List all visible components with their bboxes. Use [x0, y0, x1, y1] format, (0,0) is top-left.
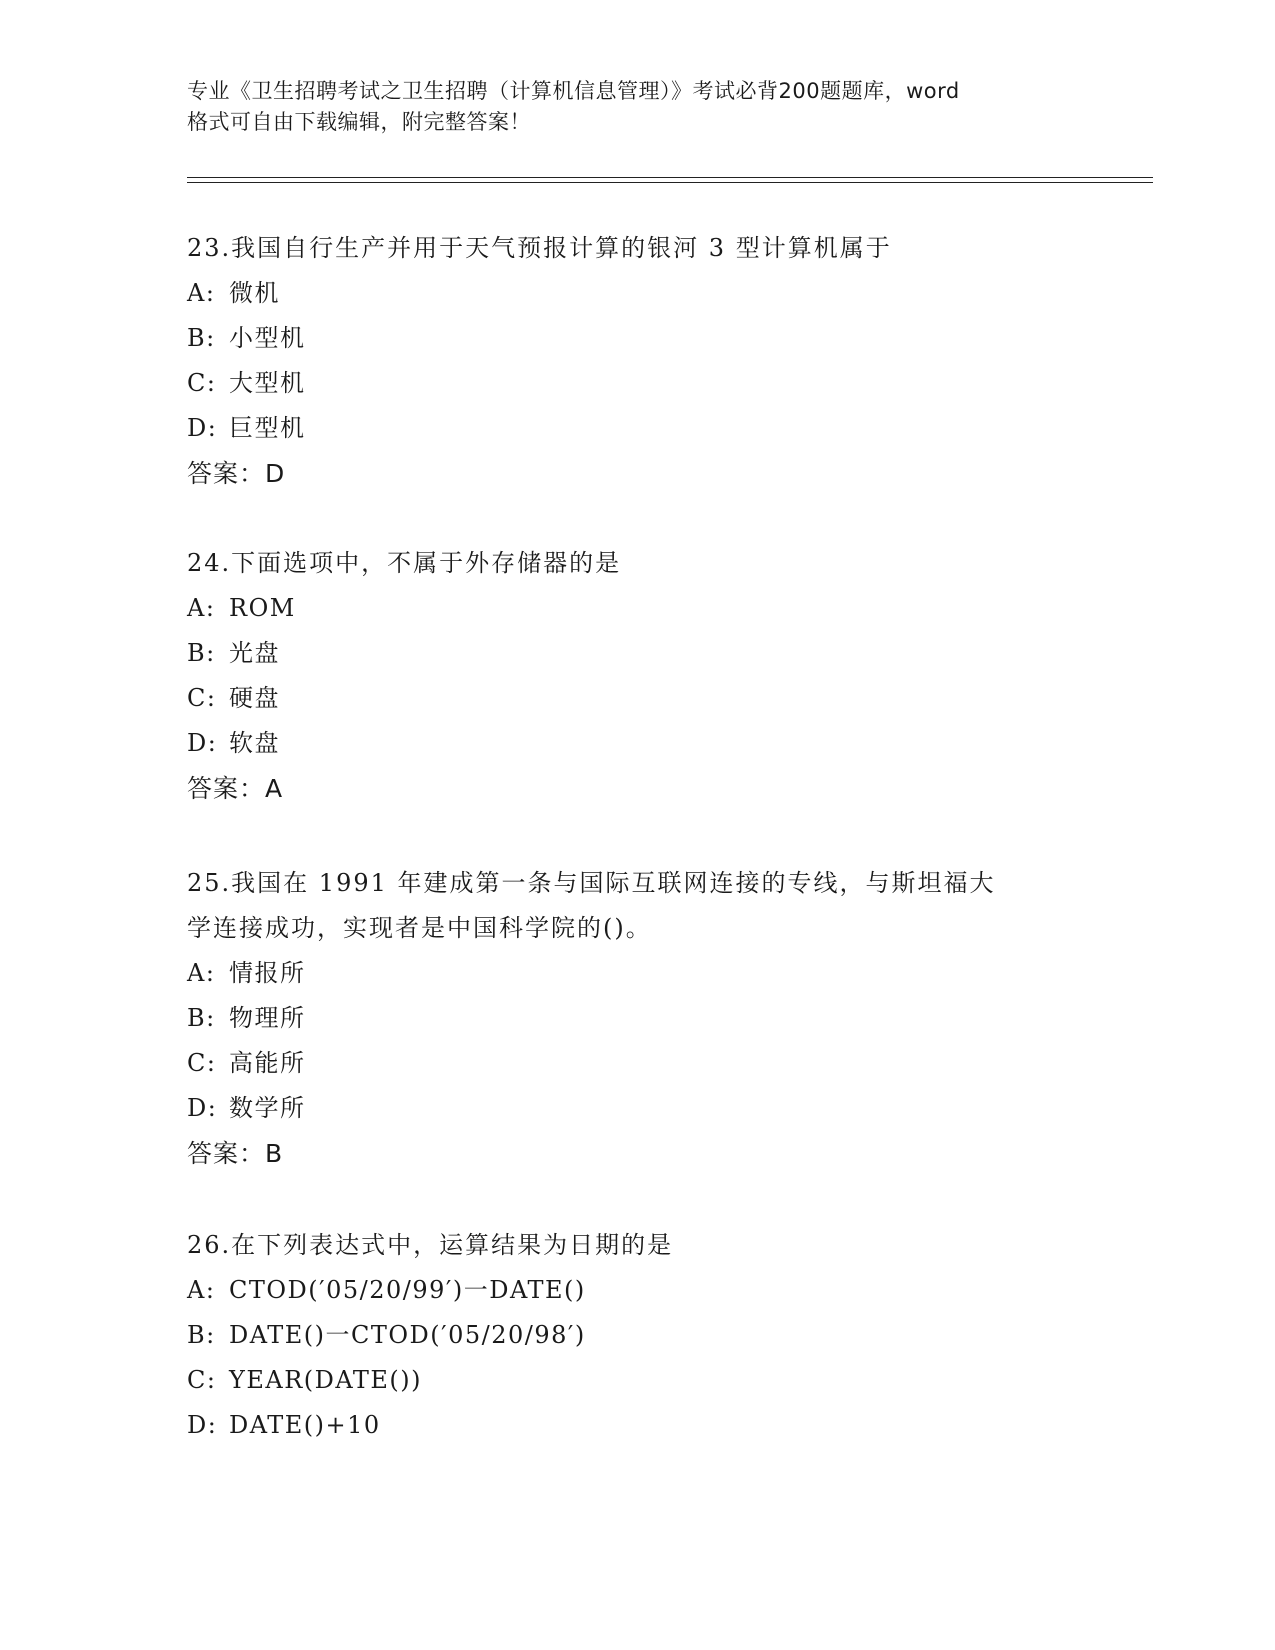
- option-key: D:: [187, 729, 218, 757]
- option-a: [187, 1268, 1067, 1313]
- header-line-1: 专业《卫生招聘考试之卫生招聘（计算机信息管理）》考试必背200题题库，word: [187, 79, 960, 103]
- question-stem: 26.在下列表达式中，运算结果为日期的是: [187, 1231, 674, 1259]
- option-key: A:: [187, 594, 216, 622]
- document-header: [187, 76, 1087, 138]
- option-key: C:: [187, 1366, 217, 1394]
- option-key: A:: [187, 1276, 216, 1304]
- option-text: 高能所: [229, 1049, 306, 1077]
- option-text: ROM: [229, 594, 296, 622]
- option-text: CTOD(′05/20/99′)一DATE(): [229, 1276, 586, 1304]
- header-line-2: 格式可自由下载编辑，附完整答案！: [187, 110, 531, 134]
- option-c: [187, 676, 1067, 721]
- option-c: [187, 1358, 1067, 1403]
- option-key: B:: [187, 639, 216, 667]
- question-25: [187, 861, 1067, 1176]
- option-text: 微机: [229, 279, 280, 307]
- option-text: 小型机: [229, 324, 306, 352]
- option-d: [187, 1086, 1067, 1131]
- option-text: YEAR(DATE()): [229, 1366, 423, 1394]
- header-divider-top: [187, 177, 1153, 178]
- question-stem-line-1: 25.我国在 1991 年建成第一条与国际互联网连接的专线，与斯坦福大: [187, 869, 996, 897]
- option-text: 数学所: [229, 1094, 306, 1122]
- option-text: 光盘: [229, 639, 280, 667]
- option-key: A:: [187, 279, 216, 307]
- option-key: C:: [187, 1049, 217, 1077]
- question-23: [187, 226, 1067, 496]
- option-b: [187, 1313, 1067, 1358]
- option-c: [187, 361, 1067, 406]
- option-text: 软盘: [229, 729, 280, 757]
- answer-line: 答案：B: [187, 1139, 284, 1168]
- option-text: DATE()+10: [229, 1411, 381, 1439]
- option-b: [187, 631, 1067, 676]
- option-c: [187, 1041, 1067, 1086]
- option-key: D:: [187, 414, 218, 442]
- option-text: 巨型机: [229, 414, 306, 442]
- question-stem-line-2: 学连接成功，实现者是中国科学院的()。: [187, 914, 652, 942]
- question-26: [187, 1223, 1067, 1448]
- option-d: [187, 721, 1067, 766]
- question-24: [187, 541, 1067, 811]
- option-key: B:: [187, 1004, 216, 1032]
- option-a: [187, 271, 1067, 316]
- option-text: DATE()一CTOD(′05/20/98′): [229, 1321, 586, 1349]
- option-text: 物理所: [229, 1004, 306, 1032]
- question-stem: 23.我国自行生产并用于天气预报计算的银河 3 型计算机属于: [187, 234, 892, 262]
- option-a: [187, 586, 1067, 631]
- option-key: C:: [187, 369, 217, 397]
- option-text: 硬盘: [229, 684, 280, 712]
- option-key: B:: [187, 324, 216, 352]
- option-key: C:: [187, 684, 217, 712]
- option-b: [187, 316, 1067, 361]
- question-stem: 24.下面选项中，不属于外存储器的是: [187, 549, 622, 577]
- answer-line: 答案：D: [187, 459, 286, 488]
- option-text: 大型机: [229, 369, 306, 397]
- option-key: A:: [187, 959, 216, 987]
- option-key: D:: [187, 1094, 218, 1122]
- option-b: [187, 996, 1067, 1041]
- answer-line: 答案：A: [187, 774, 284, 803]
- option-key: B:: [187, 1321, 216, 1349]
- option-d: [187, 406, 1067, 451]
- option-d: [187, 1403, 1067, 1448]
- header-divider-bottom: [187, 182, 1153, 183]
- option-text: 情报所: [229, 959, 306, 987]
- option-key: D:: [187, 1411, 218, 1439]
- option-a: [187, 951, 1067, 996]
